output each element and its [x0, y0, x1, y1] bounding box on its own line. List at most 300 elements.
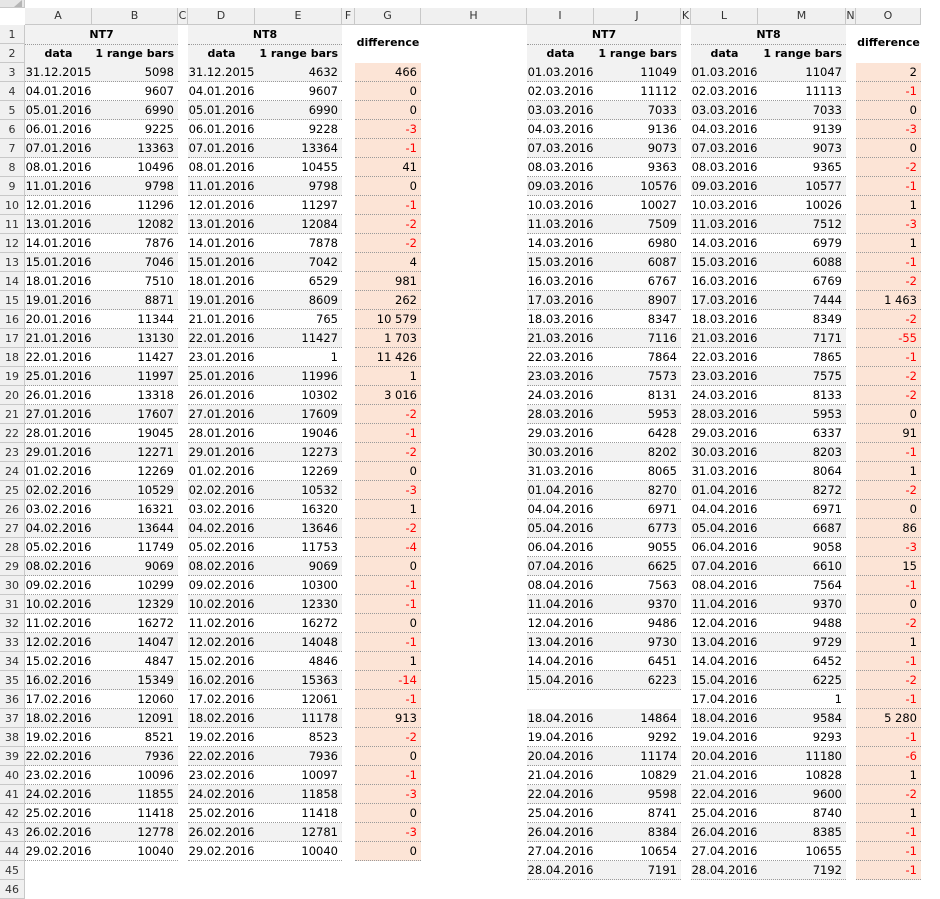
right-nt8-date-cell[interactable]: 13.04.2016: [691, 633, 758, 652]
left-nt7-date-cell[interactable]: 29.01.2016: [25, 443, 92, 462]
right-nt7-value-cell[interactable]: 8065: [594, 462, 681, 481]
left-nt8-value-cell[interactable]: 12269: [255, 462, 342, 481]
row-header-13[interactable]: 13: [0, 253, 25, 272]
left-nt8-value-cell[interactable]: 1: [255, 348, 342, 367]
right-nt8-date-cell[interactable]: 25.04.2016: [691, 804, 758, 823]
right-nt8-value-cell[interactable]: 7444: [758, 291, 846, 310]
column-header-a[interactable]: A: [25, 8, 92, 25]
left-nt7-date-header[interactable]: data: [25, 44, 92, 63]
right-nt8-value-cell[interactable]: 9058: [758, 538, 846, 557]
right-nt8-value-cell[interactable]: 6452: [758, 652, 846, 671]
right-nt8-date-cell[interactable]: 08.03.2016: [691, 158, 758, 177]
right-difference-cell[interactable]: 0: [856, 405, 921, 424]
row-header-37[interactable]: 37: [0, 709, 25, 728]
row-header-14[interactable]: 14: [0, 272, 25, 291]
left-nt8-value-cell[interactable]: 11297: [255, 196, 342, 215]
right-nt8-date-cell[interactable]: 01.04.2016: [691, 481, 758, 500]
right-difference-cell[interactable]: 1 463: [856, 291, 921, 310]
right-nt7-value-cell[interactable]: 8270: [594, 481, 681, 500]
column-header-o[interactable]: O: [856, 8, 921, 25]
right-nt8-date-cell[interactable]: 09.03.2016: [691, 177, 758, 196]
right-nt7-date-cell[interactable]: 06.04.2016: [527, 538, 594, 557]
left-nt7-date-cell[interactable]: 29.02.2016: [25, 842, 92, 861]
right-nt8-value-cell[interactable]: 9139: [758, 120, 846, 139]
right-nt7-date-cell[interactable]: 28.03.2016: [527, 405, 594, 424]
right-nt7-date-cell[interactable]: 11.04.2016: [527, 595, 594, 614]
left-nt8-value-cell[interactable]: 15363: [255, 671, 342, 690]
right-nt7-value-cell[interactable]: 9363: [594, 158, 681, 177]
row-header-20[interactable]: 20: [0, 386, 25, 405]
left-nt8-value-cell[interactable]: 11996: [255, 367, 342, 386]
left-difference-cell[interactable]: 4: [355, 253, 421, 272]
right-nt7-value-cell[interactable]: 6087: [594, 253, 681, 272]
column-header-e[interactable]: E: [255, 8, 342, 25]
right-nt8-date-cell[interactable]: 11.04.2016: [691, 595, 758, 614]
left-nt8-value-cell[interactable]: 7878: [255, 234, 342, 253]
right-nt7-bars-header[interactable]: 1 range bars: [594, 44, 681, 63]
row-header-16[interactable]: 16: [0, 310, 25, 329]
left-difference-cell[interactable]: 0: [355, 101, 421, 120]
right-nt8-date-cell[interactable]: 04.04.2016: [691, 500, 758, 519]
left-nt7-value-cell[interactable]: 8521: [92, 728, 178, 747]
right-nt7-date-cell[interactable]: 07.04.2016: [527, 557, 594, 576]
left-nt7-date-cell[interactable]: 03.02.2016: [25, 500, 92, 519]
right-nt8-value-cell[interactable]: 6979: [758, 234, 846, 253]
left-nt7-value-cell[interactable]: 9069: [92, 557, 178, 576]
left-nt8-value-cell[interactable]: 12084: [255, 215, 342, 234]
row-header-24[interactable]: 24: [0, 462, 25, 481]
left-nt8-value-cell[interactable]: 10302: [255, 386, 342, 405]
left-nt8-date-cell[interactable]: 08.01.2016: [188, 158, 255, 177]
left-nt8-date-cell[interactable]: 27.01.2016: [188, 405, 255, 424]
right-nt8-value-cell[interactable]: 10655: [758, 842, 846, 861]
left-nt7-value-cell[interactable]: 11427: [92, 348, 178, 367]
right-difference-cell[interactable]: 0: [856, 595, 921, 614]
left-nt8-date-cell[interactable]: 01.02.2016: [188, 462, 255, 481]
left-nt7-value-cell[interactable]: 11418: [92, 804, 178, 823]
right-nt7-date-cell[interactable]: 05.04.2016: [527, 519, 594, 538]
left-nt7-date-cell[interactable]: 25.01.2016: [25, 367, 92, 386]
left-nt7-value-cell[interactable]: 12091: [92, 709, 178, 728]
left-nt8-value-cell[interactable]: 11753: [255, 538, 342, 557]
right-nt8-header[interactable]: NT8: [691, 25, 846, 44]
left-nt7-value-cell[interactable]: 7046: [92, 253, 178, 272]
column-header-d[interactable]: D: [188, 8, 255, 25]
left-nt7-value-cell[interactable]: 12271: [92, 443, 178, 462]
right-nt8-value-cell[interactable]: 8272: [758, 481, 846, 500]
right-difference-cell[interactable]: -3: [856, 215, 921, 234]
right-nt8-value-cell[interactable]: 10828: [758, 766, 846, 785]
right-nt8-value-cell[interactable]: 9293: [758, 728, 846, 747]
left-difference-cell[interactable]: 0: [355, 177, 421, 196]
left-nt8-value-cell[interactable]: 7936: [255, 747, 342, 766]
left-nt7-value-cell[interactable]: 15349: [92, 671, 178, 690]
right-difference-cell[interactable]: -1: [856, 82, 921, 101]
right-difference-cell[interactable]: 1: [856, 196, 921, 215]
right-difference-cell[interactable]: -1: [856, 177, 921, 196]
right-nt7-date-cell[interactable]: 14.03.2016: [527, 234, 594, 253]
right-nt8-date-cell[interactable]: 18.03.2016: [691, 310, 758, 329]
left-nt7-value-cell[interactable]: 10299: [92, 576, 178, 595]
right-nt8-value-cell[interactable]: 8349: [758, 310, 846, 329]
left-difference-cell[interactable]: 262: [355, 291, 421, 310]
right-nt7-date-cell[interactable]: 09.03.2016: [527, 177, 594, 196]
left-nt7-value-cell[interactable]: 10040: [92, 842, 178, 861]
right-nt8-date-cell[interactable]: 04.03.2016: [691, 120, 758, 139]
left-nt8-date-cell[interactable]: 25.02.2016: [188, 804, 255, 823]
right-nt7-date-cell[interactable]: 03.03.2016: [527, 101, 594, 120]
left-nt7-value-cell[interactable]: 8871: [92, 291, 178, 310]
left-nt8-date-cell[interactable]: 21.01.2016: [188, 310, 255, 329]
left-difference-cell[interactable]: 981: [355, 272, 421, 291]
left-nt8-value-cell[interactable]: 19046: [255, 424, 342, 443]
left-nt8-date-cell[interactable]: 23.01.2016: [188, 348, 255, 367]
right-nt8-date-cell[interactable]: 08.04.2016: [691, 576, 758, 595]
row-header-1[interactable]: 1: [0, 25, 25, 44]
right-nt7-date-cell[interactable]: [527, 690, 594, 709]
select-all-corner[interactable]: [0, 0, 25, 8]
left-nt7-date-cell[interactable]: 13.01.2016: [25, 215, 92, 234]
left-nt8-date-cell[interactable]: 08.02.2016: [188, 557, 255, 576]
left-nt7-date-cell[interactable]: 11.02.2016: [25, 614, 92, 633]
right-nt7-value-cell[interactable]: 9055: [594, 538, 681, 557]
column-header-m[interactable]: M: [758, 8, 846, 25]
left-difference-cell[interactable]: 0: [355, 82, 421, 101]
right-difference-cell[interactable]: -1: [856, 728, 921, 747]
left-nt7-value-cell[interactable]: 11749: [92, 538, 178, 557]
column-header-c[interactable]: C: [178, 8, 188, 25]
row-header-4[interactable]: 4: [0, 82, 25, 101]
left-nt8-value-cell[interactable]: 6990: [255, 101, 342, 120]
right-nt7-date-cell[interactable]: 04.04.2016: [527, 500, 594, 519]
right-nt8-date-cell[interactable]: 03.03.2016: [691, 101, 758, 120]
right-nt7-value-cell[interactable]: 9370: [594, 595, 681, 614]
left-nt8-bars-header[interactable]: 1 range bars: [255, 44, 342, 63]
right-nt8-value-cell[interactable]: 7865: [758, 348, 846, 367]
left-nt8-value-cell[interactable]: 10455: [255, 158, 342, 177]
left-nt7-value-cell[interactable]: 11296: [92, 196, 178, 215]
row-header-21[interactable]: 21: [0, 405, 25, 424]
right-nt7-value-cell[interactable]: 8384: [594, 823, 681, 842]
right-nt7-date-cell[interactable]: 18.04.2016: [527, 709, 594, 728]
right-difference-cell[interactable]: -1: [856, 576, 921, 595]
left-nt8-date-cell[interactable]: 04.02.2016: [188, 519, 255, 538]
left-nt8-date-cell[interactable]: 14.01.2016: [188, 234, 255, 253]
right-nt8-date-cell[interactable]: 14.03.2016: [691, 234, 758, 253]
right-difference-cell[interactable]: -1: [856, 823, 921, 842]
column-header-f[interactable]: F: [342, 8, 355, 25]
left-nt7-date-cell[interactable]: 10.02.2016: [25, 595, 92, 614]
left-difference-cell[interactable]: 0: [355, 557, 421, 576]
left-nt8-value-cell[interactable]: 11418: [255, 804, 342, 823]
right-nt7-date-cell[interactable]: 16.03.2016: [527, 272, 594, 291]
left-nt8-date-cell[interactable]: 10.02.2016: [188, 595, 255, 614]
left-nt7-value-cell[interactable]: 10496: [92, 158, 178, 177]
row-header-42[interactable]: 42: [0, 804, 25, 823]
left-nt8-date-cell[interactable]: 13.01.2016: [188, 215, 255, 234]
row-header-29[interactable]: 29: [0, 557, 25, 576]
right-nt8-value-cell[interactable]: 6769: [758, 272, 846, 291]
right-difference-cell[interactable]: 0: [856, 139, 921, 158]
left-nt7-value-cell[interactable]: 13130: [92, 329, 178, 348]
right-difference-cell[interactable]: 15: [856, 557, 921, 576]
left-nt8-value-cell[interactable]: 13646: [255, 519, 342, 538]
right-difference-cell[interactable]: -2: [856, 386, 921, 405]
left-nt8-value-cell[interactable]: 12781: [255, 823, 342, 842]
right-nt8-value-cell[interactable]: 6971: [758, 500, 846, 519]
left-nt7-value-cell[interactable]: 9607: [92, 82, 178, 101]
left-nt7-value-cell[interactable]: 14047: [92, 633, 178, 652]
right-nt7-date-cell[interactable]: 21.03.2016: [527, 329, 594, 348]
right-nt8-value-cell[interactable]: 7512: [758, 215, 846, 234]
right-nt8-date-cell[interactable]: 06.04.2016: [691, 538, 758, 557]
right-nt7-date-cell[interactable]: 17.03.2016: [527, 291, 594, 310]
column-header-k[interactable]: K: [681, 8, 691, 25]
left-nt8-value-cell[interactable]: 9069: [255, 557, 342, 576]
right-nt7-date-cell[interactable]: 13.04.2016: [527, 633, 594, 652]
right-difference-cell[interactable]: -1: [856, 253, 921, 272]
right-nt8-date-cell[interactable]: 17.03.2016: [691, 291, 758, 310]
left-difference-cell[interactable]: -1: [355, 595, 421, 614]
left-nt8-value-cell[interactable]: 10532: [255, 481, 342, 500]
left-nt7-date-cell[interactable]: 16.02.2016: [25, 671, 92, 690]
right-difference-cell[interactable]: 91: [856, 424, 921, 443]
right-nt8-value-cell[interactable]: 7192: [758, 861, 846, 880]
left-difference-cell[interactable]: 0: [355, 804, 421, 823]
left-nt7-value-cell[interactable]: 13318: [92, 386, 178, 405]
right-nt7-date-cell[interactable]: 22.04.2016: [527, 785, 594, 804]
left-difference-cell[interactable]: -3: [355, 823, 421, 842]
row-header-32[interactable]: 32: [0, 614, 25, 633]
left-nt8-date-cell[interactable]: 07.01.2016: [188, 139, 255, 158]
left-nt7-value-cell[interactable]: 7510: [92, 272, 178, 291]
left-difference-cell[interactable]: -2: [355, 519, 421, 538]
left-difference-cell[interactable]: 11 426: [355, 348, 421, 367]
left-difference-cell[interactable]: -1: [355, 633, 421, 652]
right-difference-cell[interactable]: -1: [856, 348, 921, 367]
left-nt8-date-cell[interactable]: 24.02.2016: [188, 785, 255, 804]
left-nt8-date-cell[interactable]: 17.02.2016: [188, 690, 255, 709]
right-nt7-date-cell[interactable]: 02.03.2016: [527, 82, 594, 101]
right-nt7-date-cell[interactable]: 18.03.2016: [527, 310, 594, 329]
right-nt7-value-cell[interactable]: 6625: [594, 557, 681, 576]
left-nt8-date-cell[interactable]: 23.02.2016: [188, 766, 255, 785]
left-nt7-date-cell[interactable]: 05.01.2016: [25, 101, 92, 120]
left-nt7-date-cell[interactable]: 17.02.2016: [25, 690, 92, 709]
row-header-31[interactable]: 31: [0, 595, 25, 614]
left-difference-cell[interactable]: 1: [355, 652, 421, 671]
right-nt8-date-cell[interactable]: 22.03.2016: [691, 348, 758, 367]
row-header-34[interactable]: 34: [0, 652, 25, 671]
right-nt8-value-cell[interactable]: 11180: [758, 747, 846, 766]
row-header-44[interactable]: 44: [0, 842, 25, 861]
left-nt7-value-cell[interactable]: 13644: [92, 519, 178, 538]
right-nt8-date-cell[interactable]: 28.03.2016: [691, 405, 758, 424]
row-header-7[interactable]: 7: [0, 139, 25, 158]
left-difference-cell[interactable]: -3: [355, 120, 421, 139]
right-nt8-date-cell[interactable]: 24.03.2016: [691, 386, 758, 405]
right-nt7-value-cell[interactable]: 8131: [594, 386, 681, 405]
right-nt7-value-cell[interactable]: 11049: [594, 63, 681, 82]
left-nt8-date-cell[interactable]: 18.01.2016: [188, 272, 255, 291]
right-difference-cell[interactable]: -1: [856, 652, 921, 671]
column-header-j[interactable]: J: [594, 8, 681, 25]
right-difference-cell[interactable]: -2: [856, 614, 921, 633]
left-nt7-date-cell[interactable]: 07.01.2016: [25, 139, 92, 158]
left-difference-cell[interactable]: -2: [355, 443, 421, 462]
row-header-23[interactable]: 23: [0, 443, 25, 462]
right-difference-cell[interactable]: 1: [856, 462, 921, 481]
right-nt8-value-cell[interactable]: 10577: [758, 177, 846, 196]
row-header-3[interactable]: 3: [0, 63, 25, 82]
left-nt7-value-cell[interactable]: 12269: [92, 462, 178, 481]
right-difference-header[interactable]: difference: [856, 25, 921, 63]
right-difference-cell[interactable]: 0: [856, 101, 921, 120]
right-nt7-value-cell[interactable]: 8202: [594, 443, 681, 462]
left-nt7-date-cell[interactable]: 27.01.2016: [25, 405, 92, 424]
left-nt7-value-cell[interactable]: 12778: [92, 823, 178, 842]
right-nt8-date-cell[interactable]: 17.04.2016: [691, 690, 758, 709]
right-nt8-date-cell[interactable]: 19.04.2016: [691, 728, 758, 747]
right-nt7-date-cell[interactable]: 14.04.2016: [527, 652, 594, 671]
row-header-36[interactable]: 36: [0, 690, 25, 709]
left-nt8-value-cell[interactable]: 9798: [255, 177, 342, 196]
left-nt8-date-cell[interactable]: 26.02.2016: [188, 823, 255, 842]
left-nt7-value-cell[interactable]: 9225: [92, 120, 178, 139]
row-header-27[interactable]: 27: [0, 519, 25, 538]
right-nt7-value-cell[interactable]: 7563: [594, 576, 681, 595]
right-nt7-value-cell[interactable]: 7573: [594, 367, 681, 386]
left-nt7-value-cell[interactable]: 19045: [92, 424, 178, 443]
left-nt8-value-cell[interactable]: 11858: [255, 785, 342, 804]
left-nt8-value-cell[interactable]: 9228: [255, 120, 342, 139]
right-nt7-date-cell[interactable]: 31.03.2016: [527, 462, 594, 481]
right-nt8-date-cell[interactable]: 21.04.2016: [691, 766, 758, 785]
right-difference-cell[interactable]: 1: [856, 804, 921, 823]
row-header-18[interactable]: 18: [0, 348, 25, 367]
left-nt7-date-cell[interactable]: 06.01.2016: [25, 120, 92, 139]
left-difference-cell[interactable]: 3 016: [355, 386, 421, 405]
right-nt8-value-cell[interactable]: 8385: [758, 823, 846, 842]
right-nt8-date-cell[interactable]: 18.04.2016: [691, 709, 758, 728]
row-header-22[interactable]: 22: [0, 424, 25, 443]
left-difference-cell[interactable]: -1: [355, 766, 421, 785]
left-nt7-date-cell[interactable]: 19.02.2016: [25, 728, 92, 747]
row-header-15[interactable]: 15: [0, 291, 25, 310]
right-difference-cell[interactable]: -1: [856, 443, 921, 462]
right-nt8-date-header[interactable]: data: [691, 44, 758, 63]
right-difference-cell[interactable]: 0: [856, 500, 921, 519]
right-difference-cell[interactable]: -2: [856, 671, 921, 690]
left-nt7-date-cell[interactable]: 08.01.2016: [25, 158, 92, 177]
left-difference-cell[interactable]: 10 579: [355, 310, 421, 329]
right-nt7-value-cell[interactable]: 10654: [594, 842, 681, 861]
right-nt8-value-cell[interactable]: 8133: [758, 386, 846, 405]
left-nt8-date-cell[interactable]: 12.01.2016: [188, 196, 255, 215]
right-nt7-date-cell[interactable]: 01.04.2016: [527, 481, 594, 500]
right-nt8-value-cell[interactable]: 11047: [758, 63, 846, 82]
left-nt7-value-cell[interactable]: 13363: [92, 139, 178, 158]
right-nt8-date-cell[interactable]: 15.04.2016: [691, 671, 758, 690]
left-nt8-date-cell[interactable]: 28.01.2016: [188, 424, 255, 443]
right-nt8-date-cell[interactable]: 16.03.2016: [691, 272, 758, 291]
row-header-25[interactable]: 25: [0, 481, 25, 500]
right-difference-cell[interactable]: -55: [856, 329, 921, 348]
left-nt8-value-cell[interactable]: 16272: [255, 614, 342, 633]
right-nt8-bars-header[interactable]: 1 range bars: [758, 44, 846, 63]
right-difference-cell[interactable]: -2: [856, 481, 921, 500]
right-nt7-value-cell[interactable]: 7191: [594, 861, 681, 880]
right-nt7-date-cell[interactable]: 08.04.2016: [527, 576, 594, 595]
left-nt7-value-cell[interactable]: 17607: [92, 405, 178, 424]
right-nt7-date-cell[interactable]: 24.03.2016: [527, 386, 594, 405]
left-nt7-date-cell[interactable]: 05.02.2016: [25, 538, 92, 557]
right-nt8-date-cell[interactable]: 21.03.2016: [691, 329, 758, 348]
right-nt8-date-cell[interactable]: 05.04.2016: [691, 519, 758, 538]
right-difference-cell[interactable]: -2: [856, 158, 921, 177]
left-nt7-value-cell[interactable]: 11344: [92, 310, 178, 329]
left-nt7-date-cell[interactable]: 28.01.2016: [25, 424, 92, 443]
left-nt8-value-cell[interactable]: 4846: [255, 652, 342, 671]
right-nt8-value-cell[interactable]: 9488: [758, 614, 846, 633]
left-difference-cell[interactable]: 1: [355, 367, 421, 386]
right-nt7-date-cell[interactable]: 07.03.2016: [527, 139, 594, 158]
left-nt7-value-cell[interactable]: 16272: [92, 614, 178, 633]
column-header-b[interactable]: B: [92, 8, 178, 25]
left-nt7-value-cell[interactable]: 11997: [92, 367, 178, 386]
left-nt8-value-cell[interactable]: 4632: [255, 63, 342, 82]
right-nt8-date-cell[interactable]: 22.04.2016: [691, 785, 758, 804]
right-difference-cell[interactable]: -2: [856, 785, 921, 804]
left-nt8-date-cell[interactable]: 15.01.2016: [188, 253, 255, 272]
left-nt7-value-cell[interactable]: 6990: [92, 101, 178, 120]
left-nt7-value-cell[interactable]: 16321: [92, 500, 178, 519]
right-nt7-date-cell[interactable]: 08.03.2016: [527, 158, 594, 177]
right-difference-cell[interactable]: 1: [856, 633, 921, 652]
left-nt7-date-cell[interactable]: 11.01.2016: [25, 177, 92, 196]
right-nt7-date-cell[interactable]: 29.03.2016: [527, 424, 594, 443]
left-nt7-date-cell[interactable]: 23.02.2016: [25, 766, 92, 785]
left-nt8-value-cell[interactable]: 16320: [255, 500, 342, 519]
left-nt7-date-cell[interactable]: 12.02.2016: [25, 633, 92, 652]
right-nt8-value-cell[interactable]: 9073: [758, 139, 846, 158]
row-header-46[interactable]: 46: [0, 880, 25, 899]
right-nt7-value-cell[interactable]: 10027: [594, 196, 681, 215]
left-nt7-header[interactable]: NT7: [25, 25, 178, 44]
right-nt7-date-cell[interactable]: 12.04.2016: [527, 614, 594, 633]
left-difference-cell[interactable]: -3: [355, 481, 421, 500]
right-nt7-value-cell[interactable]: 9730: [594, 633, 681, 652]
left-nt7-date-cell[interactable]: 02.02.2016: [25, 481, 92, 500]
right-nt7-value-cell[interactable]: 7116: [594, 329, 681, 348]
left-difference-header[interactable]: difference: [355, 25, 421, 63]
row-header-43[interactable]: 43: [0, 823, 25, 842]
left-nt8-date-cell[interactable]: 22.02.2016: [188, 747, 255, 766]
right-difference-cell[interactable]: 86: [856, 519, 921, 538]
right-nt8-value-cell[interactable]: 6687: [758, 519, 846, 538]
left-nt8-date-cell[interactable]: 26.01.2016: [188, 386, 255, 405]
right-nt7-date-cell[interactable]: 21.04.2016: [527, 766, 594, 785]
left-nt8-value-cell[interactable]: 9607: [255, 82, 342, 101]
right-nt7-date-cell[interactable]: 28.04.2016: [527, 861, 594, 880]
right-difference-cell[interactable]: -2: [856, 310, 921, 329]
row-header-41[interactable]: 41: [0, 785, 25, 804]
row-header-8[interactable]: 8: [0, 158, 25, 177]
right-nt7-value-cell[interactable]: 10829: [594, 766, 681, 785]
right-difference-cell[interactable]: -2: [856, 367, 921, 386]
left-difference-cell[interactable]: -2: [355, 405, 421, 424]
left-nt8-date-cell[interactable]: 05.01.2016: [188, 101, 255, 120]
